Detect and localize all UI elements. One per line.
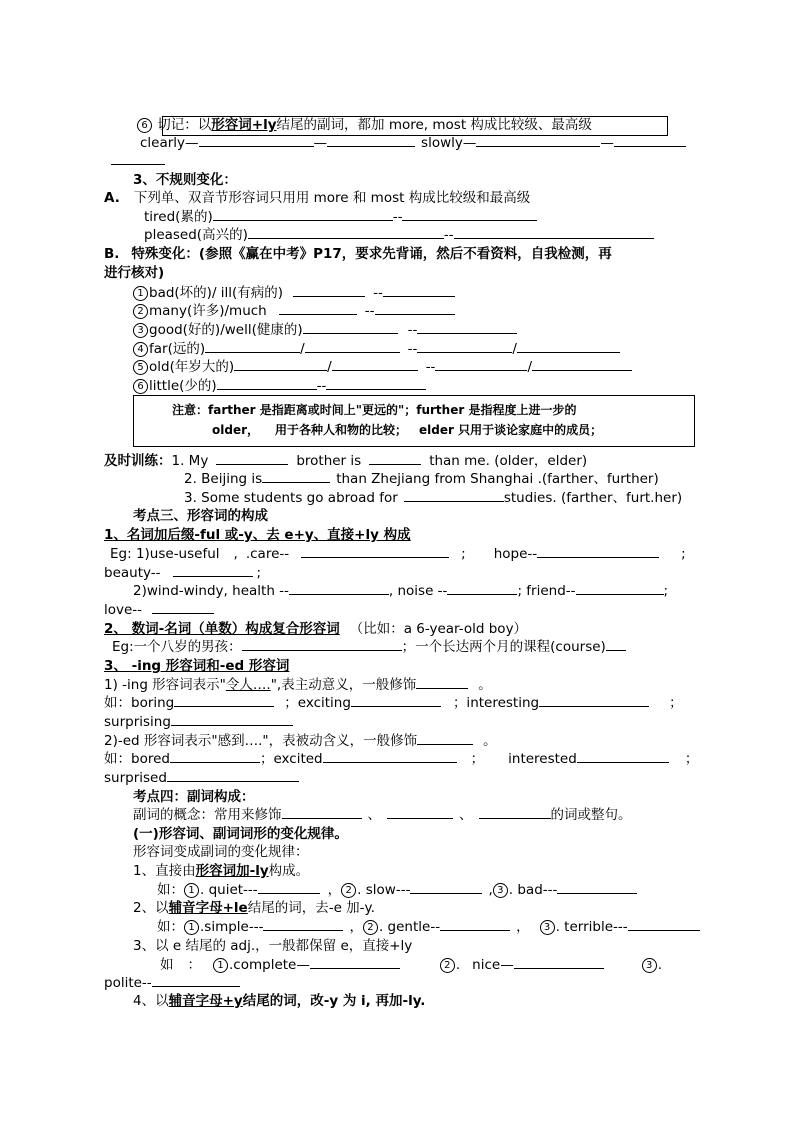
answer-blank[interactable] <box>417 321 517 334</box>
circled-number: 6 <box>137 118 152 133</box>
worksheet-page: 6 切记：以形容词+ly结尾的副词，都加 more, most 构成比较级、最高级 clearly— — slowly— — 3、不规则变化： A. 下列单、双音节形容词只用用 more 和 most 构成比较级和最高级 tired(累的) -- pleased(高兴的) -- B. 特殊变化：(参照《赢在中考》P17，要求先背诵，然后不看资料，自我检测，再 进行核对) 1 bad(坏的)/ ill(有病的) -- 2 many(许多)/much -- 3 good(好的)/well(健康的) -- 4 far(远的) / -- / 5 old(年岁大的) / -- / 6 little(少的) -- 注意：farther 是指距离或时间上"更远的"；further 是指程度上进一步的 older， 用于各种人和物的比较； elder 只用于谈论家庭中的成员； 及时训练：1. My brother is than me. (older，elder) 2. Beijing is than Zhejiang from Shanghai .(farther、further) 3. Some students go abroad for studies. (farther、furt.her) 考点三、形容词的构成 1、名词加后缀-ful 或-y、去 e+y、直接+ly 构成 Eg: 1)use-useful , .care-- ; hope-- ; beauty-- ; 2)wind-windy, health -- , noise -- ; friend-- ; love-- 2、 数词-名词（单数）构成复合形容词 （比如：a 6-year-old boy） Eg:一个八岁的男孩： ；一个长达两个月的课程(course) 3、 -ing 形容词和-ed 形容词 1) -ing 形容词表示"令人….",表主动意义，一般修饰 。 如：boring ；exciting ；interesting ； surprising 2)-ed 形容词表示"感到…."，表被动含义，一般修饰 。 如：bored ；excited ； interested ； surprised 考点四：副词构成： 副词的概念：常用来修饰 、 、 的词或整句。 (一)形容词、副词词形的变化规律。 形容词变成副词的变化规律： 1、直接由形容词加-ly构成。 如： 1 . quiet--- ， 2 . slow--- , 3 . bad--- 2、以辅音字母+le结尾的词，去-e 加-y. 如： 1 .simple--- ， 2 . gentle-- ， 3 . terrible--- 3、以 e 结尾的 adj.，一般都保留 e，直接+ly 如 ： 1 .complete— 2 . nice— 3 . polite-- 4、以辅音字母+y结尾的词，改-y 为 i, 再加-ly. <box>104 117 699 1009</box>
pleased-line: pleased(高兴的) -- <box>144 226 654 244</box>
answer-blank[interactable] <box>213 208 393 221</box>
old-line: 5 old(年岁大的) / -- / <box>133 358 632 376</box>
answer-blank[interactable] <box>293 284 365 297</box>
eg-line: Eg: 1)use-useful , .care-- ; hope-- ; <box>110 546 686 562</box>
note-box: 注意：farther 是指距离或时间上"更远的"；further 是指程度上进一步的 older， 用于各种人和物的比较； elder 只用于谈论家庭中的成员； <box>133 395 695 447</box>
answer-blank[interactable] <box>205 340 300 353</box>
answer-blank[interactable] <box>410 881 482 894</box>
answer-blank[interactable] <box>435 358 527 371</box>
answer-blank[interactable] <box>171 713 293 726</box>
answer-blank[interactable] <box>258 881 320 894</box>
answer-blank[interactable] <box>383 284 455 297</box>
answer-blank[interactable] <box>173 564 253 577</box>
answer-blank[interactable] <box>199 134 314 147</box>
answer-blank[interactable] <box>447 582 517 595</box>
good-line: 3 good(好的)/well(健康的) -- <box>133 321 517 339</box>
reminder-line: 6 切记：以形容词+ly结尾的副词，都加 more, most 构成比较级、最高级 <box>137 116 592 134</box>
answer-blank[interactable] <box>514 956 604 969</box>
answer-blank[interactable] <box>152 601 214 614</box>
answer-blank[interactable] <box>614 134 686 147</box>
answer-blank[interactable] <box>305 340 400 353</box>
answer-blank[interactable] <box>537 545 659 558</box>
bad-line: 1 bad(坏的)/ ill(有病的) -- <box>133 284 455 302</box>
item-a: A. 下列单、双音节形容词只用用 more 和 most 构成比较级和最高级 <box>104 190 531 206</box>
answer-blank[interactable] <box>440 918 510 931</box>
answer-blank[interactable] <box>577 750 669 763</box>
section-heading: 3、不规则变化： <box>133 172 237 188</box>
answer-blank[interactable] <box>262 470 330 483</box>
answer-blank[interactable] <box>351 694 441 707</box>
answer-blank[interactable] <box>301 545 449 558</box>
answer-blank[interactable] <box>242 638 402 651</box>
answer-blank[interactable] <box>167 769 299 782</box>
answer-blank[interactable] <box>234 358 327 371</box>
answer-blank[interactable] <box>326 377 426 390</box>
answer-blank[interactable] <box>417 732 473 745</box>
clearly-slowly-line: clearly— — slowly— — <box>140 134 686 152</box>
answer-blank[interactable] <box>476 134 600 147</box>
answer-blank[interactable] <box>310 956 400 969</box>
answer-blank[interactable] <box>111 152 165 165</box>
answer-blank[interactable] <box>557 881 637 894</box>
many-line: 2 many(许多)/much -- <box>133 302 455 320</box>
answer-blank[interactable] <box>417 340 512 353</box>
answer-blank[interactable] <box>174 694 274 707</box>
answer-blank[interactable] <box>402 208 537 221</box>
answer-blank[interactable] <box>532 358 632 371</box>
answer-blank[interactable] <box>303 321 398 334</box>
answer-blank[interactable] <box>332 358 418 371</box>
answer-blank[interactable] <box>454 226 654 239</box>
answer-blank[interactable] <box>539 694 649 707</box>
answer-blank[interactable] <box>282 806 362 819</box>
practice-1: 及时训练：1. My brother is than me. (older，elder) <box>104 453 588 469</box>
item-b: B. 特殊变化：(参照《赢在中考》P17，要求先背诵，然后不看资料，自我检测，再 <box>104 246 612 262</box>
far-line: 4 far(远的) / -- / <box>133 340 620 358</box>
practice-2: 2. Beijing is than Zhejiang from Shanghai .(farther、further) <box>184 471 659 487</box>
answer-blank[interactable] <box>404 489 504 502</box>
answer-blank[interactable] <box>375 302 455 315</box>
answer-blank[interactable] <box>152 974 240 987</box>
section-heading: 考点三、形容词的构成 <box>133 508 268 524</box>
answer-blank[interactable] <box>416 676 468 689</box>
tired-line: tired(累的) -- <box>144 208 537 226</box>
answer-blank[interactable] <box>606 638 626 651</box>
answer-blank[interactable] <box>323 750 457 763</box>
answer-blank[interactable] <box>387 806 453 819</box>
answer-blank[interactable] <box>369 452 421 465</box>
answer-blank[interactable] <box>217 377 317 390</box>
answer-blank[interactable] <box>628 918 700 931</box>
answer-blank[interactable] <box>248 226 444 239</box>
answer-blank[interactable] <box>216 452 288 465</box>
answer-blank[interactable] <box>479 806 551 819</box>
practice-3: 3. Some students go abroad for studies. (farther、furt.her) <box>184 490 683 506</box>
answer-blank[interactable] <box>279 302 357 315</box>
answer-blank[interactable] <box>327 134 415 147</box>
answer-blank[interactable] <box>517 340 620 353</box>
answer-blank[interactable] <box>289 582 389 595</box>
little-line: 6 little(少的) -- <box>133 377 426 395</box>
section-heading: 考点四：副词构成： <box>133 789 255 805</box>
answer-blank[interactable] <box>170 750 260 763</box>
answer-blank[interactable] <box>576 582 664 595</box>
answer-blank[interactable] <box>263 918 343 931</box>
